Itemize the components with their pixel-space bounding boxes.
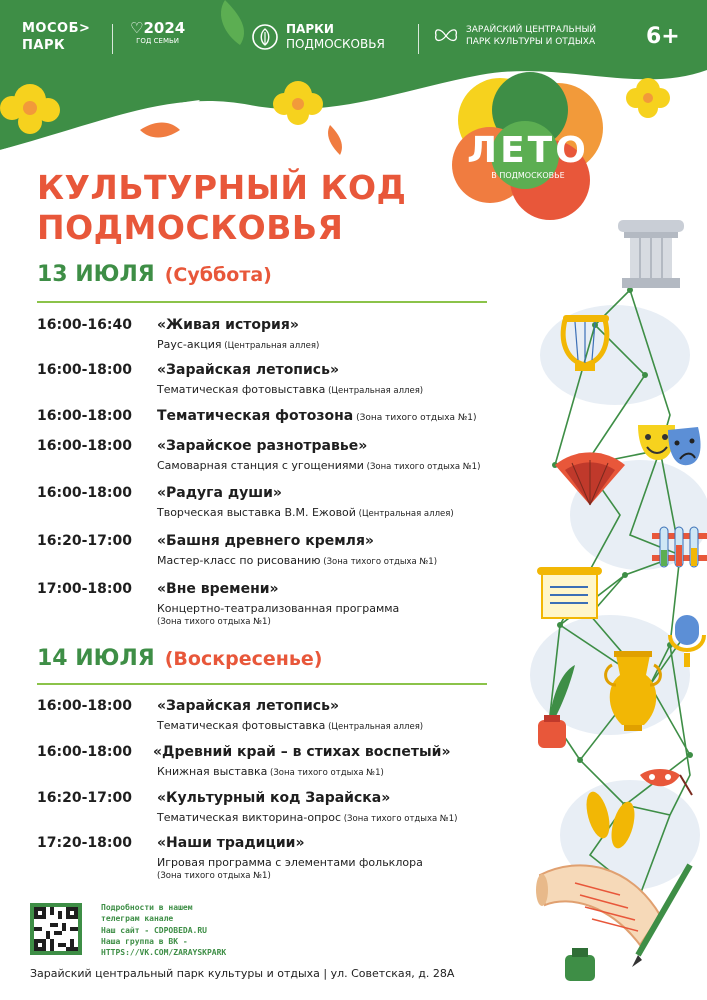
leto-badge-subtitle: В ПОДМОСКОВЬЕ	[491, 171, 565, 180]
day1-weekday: (Суббота)	[164, 264, 272, 286]
event-time: 16:20-17:00	[37, 790, 132, 806]
event-description	[157, 811, 458, 824]
event-description: Игровая программа с элементами фольклора	[157, 856, 423, 869]
event-time: 17:20-18:00	[37, 835, 132, 851]
event-type: Творческая выставка В.М. Ежовой	[157, 506, 356, 519]
age-rating-badge: 6+	[646, 24, 680, 49]
event-type: Мастер-класс по рисованию	[157, 554, 321, 567]
event-place: (Зона тихого отдыха №1)	[341, 814, 458, 824]
day2-date: 14 ИЮЛЯ	[37, 646, 155, 671]
event-name: «Наши традиции»	[157, 835, 305, 851]
event-name: «Древний край – в стихах воспетый»	[153, 744, 451, 760]
leto-badge-logo	[440, 70, 615, 230]
page-title	[37, 168, 406, 248]
mosoblpark-logo	[22, 20, 90, 54]
day2-weekday: (Воскресенье)	[164, 648, 323, 670]
year-of-family-caption: ГОД СЕМЬИ	[136, 37, 180, 45]
event-description	[157, 383, 423, 396]
test-tubes-icon	[652, 527, 707, 567]
event-name: «Башня древнего кремля»	[157, 533, 374, 549]
event-name: «Зарайская летопись»	[157, 698, 339, 714]
event-type: Книжная выставка	[157, 765, 268, 778]
event-description	[157, 338, 319, 351]
event-name: «Радуга души»	[157, 485, 282, 501]
document-icon	[537, 567, 602, 618]
zaraysk-park-logo	[432, 24, 596, 48]
day1-divider	[37, 301, 487, 303]
event-name: «Зарайское разнотравье»	[157, 438, 368, 454]
butterfly-icon	[432, 25, 460, 47]
contact-info	[101, 902, 226, 958]
year-of-family-logo	[130, 20, 185, 46]
event-type: Тематическая фотовыставка	[157, 719, 326, 732]
leto-badge-title: ЛЕТО	[467, 130, 589, 171]
event-time: 17:00-18:00	[37, 581, 132, 597]
parks-logo-line2: ПОДМОСКОВЬЯ	[286, 37, 385, 51]
event-type: Самоварная станция с угощениями	[157, 459, 364, 472]
event-time: 16:00-18:00	[37, 408, 132, 424]
zaraysk-park-logo-line2: ПАРК КУЛЬТУРЫ И ОТДЫХА	[466, 37, 596, 47]
event-place: (Зона тихого отдыха №1)	[320, 557, 438, 567]
mosoblpark-logo-line1: МОСОБ>	[22, 21, 91, 36]
event-time: 16:20-17:00	[37, 533, 132, 549]
culture-illustration	[520, 215, 707, 1000]
event-time: 16:00-18:00	[37, 744, 132, 760]
event-place: (Зона тихого отдыха №1)	[157, 871, 271, 881]
parks-logo-line1: ПАРКИ	[286, 22, 334, 36]
zaraysk-park-logo-line1: ЗАРАЙСКИЙ ЦЕНТРАЛЬНЫЙ	[466, 25, 597, 35]
event-time: 16:00-18:00	[37, 362, 132, 378]
event-name	[157, 408, 477, 424]
page-title-line2: ПОДМОСКОВЬЯ	[37, 208, 344, 247]
event-place: (Центральная аллея)	[221, 341, 320, 351]
event-time: 16:00-18:00	[37, 438, 132, 454]
day1-heading	[37, 262, 272, 287]
event-place: (Зона тихого отдыха №1)	[353, 413, 477, 423]
vk-link[interactable]: HTTPS://VK.COM/ZARAYSKPARK	[101, 948, 227, 958]
parks-logo	[252, 22, 385, 52]
qr-code[interactable]	[30, 903, 82, 955]
event-name: «Живая история»	[157, 317, 299, 333]
event-description	[157, 765, 384, 778]
event-name: «Вне времени»	[157, 581, 279, 597]
event-place: (Зона тихого отдыха №1)	[363, 462, 481, 472]
footer-address: Зарайский центральный парк культуры и отдыха | ул. Советская, д. 28А	[30, 967, 455, 980]
mosoblpark-logo-line2: ПАРК	[22, 38, 66, 53]
leaf-circle-icon	[252, 24, 278, 50]
contact-line: телеграм канале	[101, 914, 174, 924]
event-place: (Центральная аллея)	[325, 722, 424, 732]
event-type: Раус-акция	[157, 338, 222, 351]
contact-line: Наша группа в ВК -	[101, 936, 188, 946]
event-place: (Центральная аллея)	[325, 386, 424, 396]
flower-right-icon	[626, 78, 670, 118]
heart-icon: ♡	[130, 19, 144, 37]
contact-line: Подробности в нашем	[101, 903, 193, 912]
event-description	[157, 459, 480, 472]
event-description	[157, 506, 454, 519]
event-time: 16:00-18:00	[37, 485, 132, 501]
logo-divider	[112, 24, 113, 54]
logo-divider	[418, 24, 419, 54]
event-type: Тематическая фотовыставка	[157, 383, 326, 396]
day2-divider	[37, 683, 487, 685]
page-title-line1: КУЛЬТУРНЫЙ КОД	[37, 168, 407, 207]
event-name: «Зарайская летопись»	[157, 362, 339, 378]
year-of-family-number: 2024	[143, 19, 186, 37]
day2-heading	[37, 646, 322, 671]
event-name: «Культурный код Зарайска»	[157, 790, 391, 806]
event-description	[157, 719, 423, 732]
event-time: 16:00-18:00	[37, 698, 132, 714]
event-description	[157, 554, 437, 567]
event-title: Тематическая фотозона	[157, 408, 354, 424]
event-place: (Зона тихого отдыха №1)	[267, 768, 384, 778]
site-link[interactable]: Наш сайт - CDPOBEDA.RU	[101, 925, 207, 935]
event-type: Тематическая викторина-опрос	[157, 811, 342, 824]
event-place: (Зона тихого отдыха №1)	[157, 617, 271, 627]
scroll-pen-icon	[536, 865, 690, 981]
column-icon	[618, 220, 684, 288]
qr-pattern-icon	[34, 907, 78, 951]
event-time: 16:00-16:40	[37, 317, 132, 333]
day1-date: 13 ИЮЛЯ	[37, 262, 155, 287]
event-description: Концертно-театрализованная программа	[157, 602, 400, 615]
theater-masks-icon	[638, 425, 701, 465]
event-place: (Центральная аллея)	[355, 509, 454, 519]
